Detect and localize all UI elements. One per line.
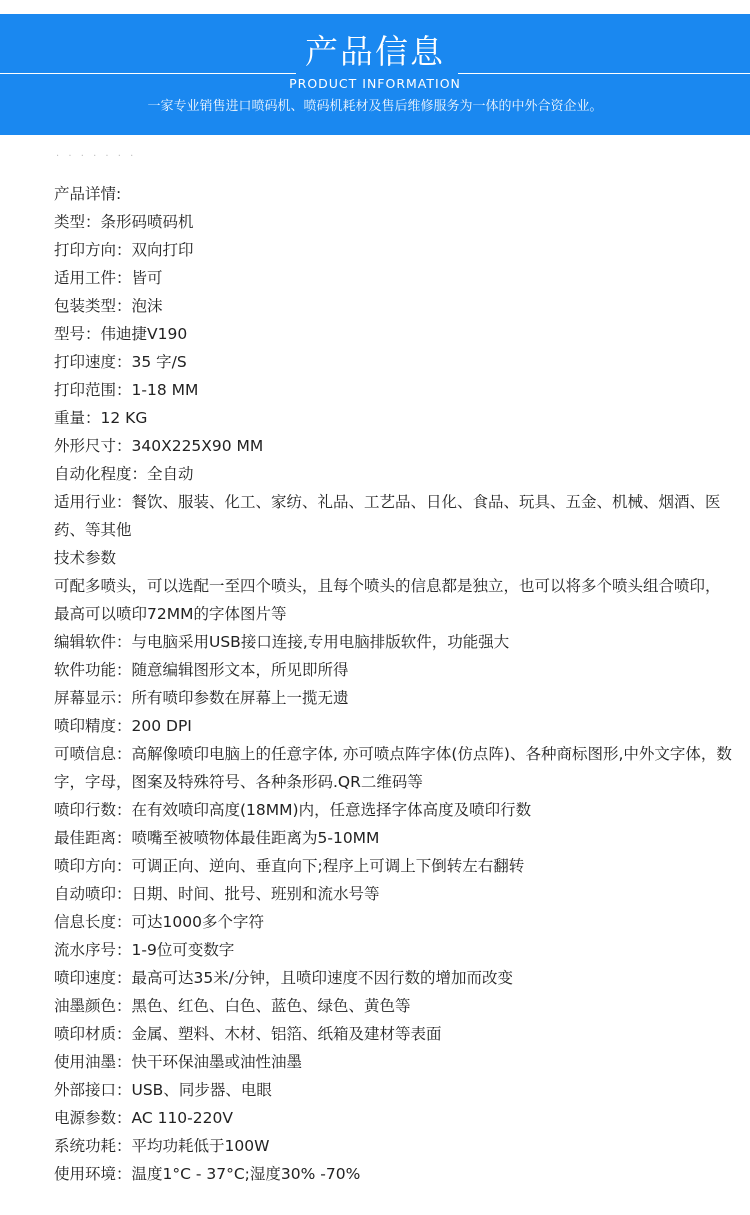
banner-rule-right	[458, 73, 750, 74]
detail-line: 重量：12 KG	[54, 409, 148, 427]
detail-line: 适用行业：餐饮、服装、化工、家纺、礼品、工艺品、日化、食品、玩具、五金、机械、烟酒、医药、等其他	[54, 493, 721, 539]
detail-line: 包装类型：泡沫	[54, 297, 163, 315]
detail-line: 打印速度：35 字/S	[54, 353, 187, 371]
detail-line: 技术参数	[54, 549, 117, 567]
detail-line: 外形尺寸：340X225X90 MM	[54, 437, 264, 455]
detail-line: 屏幕显示：所有喷印参数在屏幕上一揽无遗	[54, 689, 349, 707]
detail-line: 自动化程度：全自动	[54, 465, 194, 483]
detail-line: 类型：条形码喷码机	[54, 213, 194, 231]
detail-line: 适用工件：皆可	[54, 269, 163, 287]
detail-line: 可喷信息：高解像喷印电脑上的任意字体, 亦可喷点阵字体(仿点阵)、各种商标图形,中外文字体，数字，字母，图案及特殊符号、各种条形码.QR二维码等	[54, 745, 732, 791]
detail-line: 外部接口：USB、同步器、电眼	[54, 1081, 272, 1099]
banner-tagline: 一家专业销售进口喷码机、喷码机耗材及售后维修服务为一体的中外合资企业。	[147, 99, 603, 114]
detail-line: 油墨颜色：黑色、红色、白色、蓝色、绿色、黄色等	[54, 997, 411, 1015]
banner-rule-left	[0, 73, 296, 74]
detail-line: 系统功耗：平均功耗低于100W	[54, 1137, 270, 1155]
header-banner	[0, 14, 750, 135]
banner-title: 产品信息	[305, 32, 445, 71]
detail-line: 使用环境：温度1°C - 37°C;湿度30% -70%	[54, 1165, 361, 1183]
detail-line: 软件功能：随意编辑图形文本，所见即所得	[54, 661, 349, 679]
banner-subtitle: PRODUCT INFORMATION	[289, 76, 461, 91]
detail-line: 编辑软件：与电脑采用USB接口连接,专用电脑排版软件，功能强大	[54, 633, 510, 651]
detail-line: 使用油墨：快干环保油墨或油性油墨	[54, 1053, 303, 1071]
detail-line: 产品详情:	[54, 185, 122, 203]
detail-line: 打印范围：1-18 MM	[54, 381, 199, 399]
detail-line: 电源参数：AC 110-220V	[54, 1109, 233, 1127]
detail-line: 喷印精度：200 DPI	[54, 717, 192, 735]
detail-line: 打印方向：双向打印	[54, 241, 194, 259]
detail-line: 喷印材质：金属、塑料、木材、铝箔、纸箱及建材等表面	[54, 1025, 442, 1043]
detail-line: 最佳距离：喷嘴至被喷物体最佳距离为5-10MM	[54, 829, 380, 847]
detail-line: 喷印行数：在有效喷印高度(18MM)内，任意选择字体高度及喷印行数	[54, 801, 532, 819]
detail-line: 喷印速度：最高可达35米/分钟，且喷印速度不因行数的增加而改变	[54, 969, 513, 987]
detail-line: 自动喷印：日期、时间、批号、班别和流水号等	[54, 885, 380, 903]
detail-line: 流水序号：1-9位可变数字	[54, 941, 235, 959]
product-details	[54, 180, 734, 1188]
detail-line: 信息长度：可达1000多个字符	[54, 913, 264, 931]
detail-line: 型号：伟迪捷V190	[54, 325, 188, 343]
faint-text-artifact: · · · · · · ·	[56, 151, 137, 162]
detail-line: 可配多喷头，可以选配一至四个喷头，且每个喷头的信息都是独立，也可以将多个喷头组合喷印，最高可以喷印72MM的字体图片等	[54, 577, 721, 623]
detail-line: 喷印方向：可调正向、逆向、垂直向下;程序上可调上下倒转左右翻转	[54, 857, 525, 875]
